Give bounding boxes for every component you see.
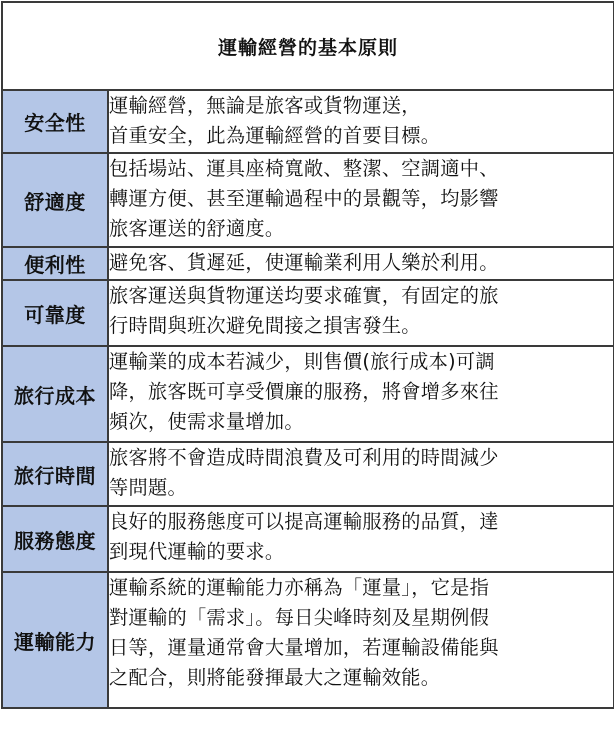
table-row <box>2 153 614 247</box>
desc-line: 對運輸的「需求」。每日尖峰時刻及星期例假 <box>109 606 490 629</box>
desc-line: 旅客運送與貨物運送均要求確實，有固定的旅 <box>109 284 499 307</box>
row-label-service-attitude: 服務態度 <box>2 506 108 572</box>
desc-line: 到現代運輸的要求。 <box>109 540 285 563</box>
row-desc-travel-cost <box>108 346 614 442</box>
row-desc-travel-time <box>108 442 614 506</box>
table-title: 運輸經營的基本原則 <box>2 2 614 90</box>
row-label-safety: 安全性 <box>2 90 108 153</box>
desc-line: 包括場站、運具座椅寬敞、整潔、空調適中、 <box>109 157 499 180</box>
row-label-reliability: 可靠度 <box>2 280 108 346</box>
desc-line: 之配合，則將能發揮最大之運輸效能。 <box>109 666 441 689</box>
table-row <box>2 442 614 506</box>
desc-line: 旅客將不會造成時間浪費及可利用的時間減少 <box>109 446 499 469</box>
row-label-travel-time: 旅行時間 <box>2 442 108 506</box>
desc-line: 良好的服務態度可以提高運輸服務的品質，達 <box>109 510 499 533</box>
table-row <box>2 572 614 708</box>
desc-line: 行時間與班次避免間接之損害發生。 <box>109 314 421 337</box>
table-row <box>2 346 614 442</box>
row-desc-comfort <box>108 153 614 247</box>
row-label-convenience: 便利性 <box>2 247 108 280</box>
row-desc-reliability <box>108 280 614 346</box>
title-row <box>2 2 614 90</box>
row-desc-capacity <box>108 572 614 708</box>
desc-line: 運輸業的成本若減少，則售價(旅行成本)可調 <box>109 350 495 373</box>
row-label-capacity: 運輸能力 <box>2 572 108 708</box>
desc-line: 運輸系統的運輸能力亦稱為「運量」，它是指 <box>109 576 490 599</box>
desc-line: 頻次，使需求量增加。 <box>109 410 304 433</box>
desc-line: 日等，運量通常會大量增加，若運輸設備能與 <box>109 636 499 659</box>
table-row <box>2 506 614 572</box>
desc-line: 旅客運送的舒適度。 <box>109 217 285 240</box>
row-label-travel-cost: 旅行成本 <box>2 346 108 442</box>
desc-line: 轉運方便、甚至運輸過程中的景觀等，均影響 <box>109 187 499 210</box>
row-desc-safety <box>108 90 614 153</box>
desc-line: 降，旅客既可享受價廉的服務，將會增多來往 <box>109 380 499 403</box>
desc-line: 首重安全，此為運輸經營的首要目標。 <box>109 124 441 147</box>
principles-table <box>1 1 614 709</box>
desc-line: 避免客、貨遲延，使運輸業利用人樂於利用。 <box>109 251 499 274</box>
table-row <box>2 90 614 153</box>
row-desc-convenience <box>108 247 614 280</box>
desc-line: 運輸經營，無論是旅客或貨物運送， <box>109 94 421 117</box>
row-label-comfort: 舒適度 <box>2 153 108 247</box>
table-row <box>2 247 614 280</box>
table-row <box>2 280 614 346</box>
row-desc-service-attitude <box>108 506 614 572</box>
desc-line: 等問題。 <box>109 476 187 499</box>
